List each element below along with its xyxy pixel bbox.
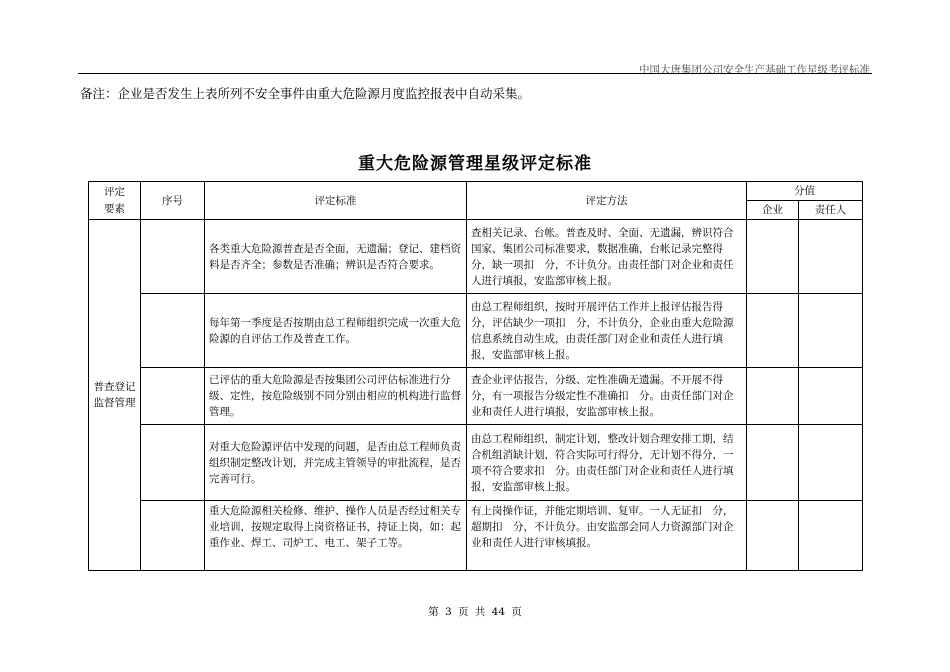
enterprise-score-cell (747, 425, 799, 501)
header-score: 分值 (747, 182, 863, 201)
responsible-score-cell (799, 294, 863, 368)
method-cell: 由总工程师组织，按时开展评估工作并上报评估报告得分，评估缺少一项扣 分，不计负分，企业由重大危险源信息系统自动生成，由责任部门对企业和责任人进行填报，安监部审核上报。 (467, 294, 747, 368)
method-cell: 查企业评估报告，分级、定性准确无遗漏。不开展不得分，有一项报告分级定性不准确扣 分。由责任部门对企业和责任人进行填报，安监部审核上报。 (467, 368, 747, 425)
table-row (89, 220, 863, 294)
responsible-score-cell (799, 425, 863, 501)
enterprise-score-cell (747, 368, 799, 425)
table-row (89, 425, 863, 501)
enterprise-score-cell (747, 294, 799, 368)
criteria-cell: 重大危险源相关检修、维护、操作人员是否经过相关专业培训，按规定取得上岗资格证书，持证上岗，如：起重作业、焊工、司炉工、电工、架子工等。 (205, 501, 467, 571)
element-cell: 普查登记监督管理 (89, 220, 141, 571)
responsible-score-cell (799, 220, 863, 294)
header-enterprise: 企业 (747, 201, 799, 220)
criteria-cell: 对重大危险源评估中发现的问题，是否由总工程师负责组织制定整改计划，并完成主管领导的审批流程，是否完善可行。 (205, 425, 467, 501)
criteria-cell: 每年第一季度是否按期由总工程师组织完成一次重大危险源的自评估工作及普查工作。 (205, 294, 467, 368)
method-cell: 由总工程师组织，制定计划，整改计划合理安排工期，结合机组消缺计划，符合实际可行得分，无计划不得分，一项不符合要求扣 分。由责任部门对企业和责任人进行填报，安监部审核上报。 (467, 425, 747, 501)
header-responsible: 责任人 (799, 201, 863, 220)
seq-cell (141, 294, 205, 368)
rating-standard-table (88, 181, 863, 571)
page-title: 重大危险源管理星级评定标准 (358, 154, 592, 174)
method-cell: 有上岗操作证，并能定期培训、复审。一人无证扣 分，超期扣 分，不计负分。由安监部会同人力资源部门对企业和责任人进行审核填报。 (467, 501, 747, 571)
running-header: 中国大唐集团公司安全生产基础工作星级考评标准 (639, 64, 870, 76)
responsible-score-cell (799, 501, 863, 571)
seq-cell (141, 368, 205, 425)
seq-cell (141, 501, 205, 571)
criteria-cell: 各类重大危险源普查是否全面，无遗漏；登记、建档资料是否齐全；参数是否准确；辨识是否符合要求。 (205, 220, 467, 294)
page-number: 第 3 页 共 44 页 (428, 606, 522, 618)
table-row (89, 368, 863, 425)
remark-note: 备注：企业是否发生上表所列不安全事件由重大危险源月度监控报表中自动采集。 (80, 86, 531, 101)
enterprise-score-cell (747, 220, 799, 294)
seq-cell (141, 220, 205, 294)
enterprise-score-cell (747, 501, 799, 571)
header-method: 评定方法 (467, 182, 747, 220)
table-row (89, 501, 863, 571)
header-element: 评定要素 (89, 182, 141, 220)
criteria-cell: 已评估的重大危险源是否按集团公司评估标准进行分级、定性，按危险级别不同分别由相应的机构进行监督管理。 (205, 368, 467, 425)
header-seq: 序号 (141, 182, 205, 220)
header-criteria: 评定标准 (205, 182, 467, 220)
responsible-score-cell (799, 368, 863, 425)
table-row (89, 294, 863, 368)
seq-cell (141, 425, 205, 501)
method-cell: 查相关记录、台帐。普查及时、全面、无遗漏，辨识符合国家、集团公司标准要求，数据准确，台帐记录完整得分，缺一项扣 分，不计负分。由责任部门对企业和责任人进行填报，安监部审核上报。 (467, 220, 747, 294)
header-rule (78, 73, 872, 74)
